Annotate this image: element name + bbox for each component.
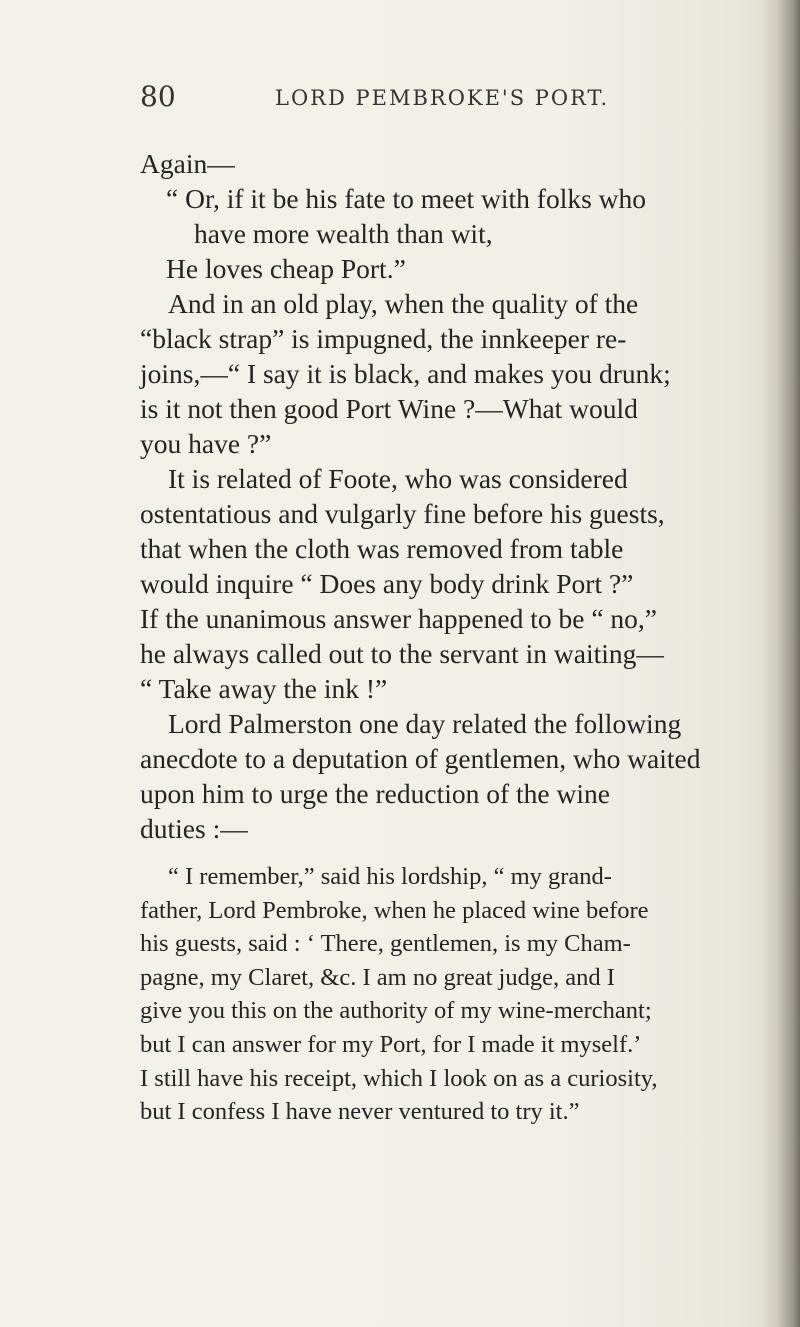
quote-pembroke [140,860,760,1129]
page-number: 80 [140,80,176,113]
text-line: upon him to urge the reduction of the wine [140,778,610,809]
paragraph-palmerston [140,706,760,846]
text-line: “black strap” is impugned, the innkeeper re- [140,323,627,354]
text-line: ostentatious and vulgarly fine before his guests, [140,498,665,529]
text-line: his guests, said : ‘ There, gentlemen, is my Cham- [140,930,631,958]
text-line: “ Take away the ink !” [140,673,388,704]
paragraph-old-play [140,286,760,461]
text-line: would inquire “ Does any body drink Port ?” [140,568,634,599]
text-line: he always called out to the servant in waiting— [140,638,664,669]
verse-line: have more wealth than wit, [194,218,493,249]
verse-line: “ Or, if it be his fate to meet with folks who [166,183,647,214]
text-line: “ I remember,” said his lordship, “ my grand- [168,863,612,890]
text-line: duties :— [140,813,248,844]
text-line: pagne, my Claret, &c. I am no great judge, and I [140,963,615,991]
text-line: but I can answer for my Port, for I made it myself.’ [140,1030,642,1058]
text-line: but I confess I have never ventured to try it.” [140,1098,580,1126]
text-line: is it not then good Port Wine ?—What would [140,393,638,424]
text-line: Lord Palmerston one day related the following [168,708,682,739]
text-line: you have ?” [140,428,272,459]
page-header [140,80,740,120]
text-line: give you this on the authority of my wine-merchant; [140,997,652,1025]
text-line: And in an old play, when the quality of the [168,288,639,319]
text-line: father, Lord Pembroke, when he placed wine before [140,896,649,924]
text-line: If the unanimous answer happened to be “ no,” [140,603,657,634]
page-edge-shadow [762,0,800,1327]
paragraph-foote [140,461,760,706]
text-line: It is related of Foote, who was considered [168,463,628,494]
text-line: joins,—“ I say it is black, and makes you drunk; [140,358,671,389]
text-line: anecdote to a deputation of gentlemen, who waited [140,743,701,774]
text-line: that when the cloth was removed from table [140,533,624,564]
running-title: LORD PEMBROKE'S PORT. [275,86,610,110]
verse-quote [140,181,760,286]
verse-line: He loves cheap Port.” [166,253,406,284]
text-line: I still have his receipt, which I look on as a curiosity, [140,1064,658,1092]
body-text [140,146,760,1129]
again-line: Again— [140,148,235,179]
